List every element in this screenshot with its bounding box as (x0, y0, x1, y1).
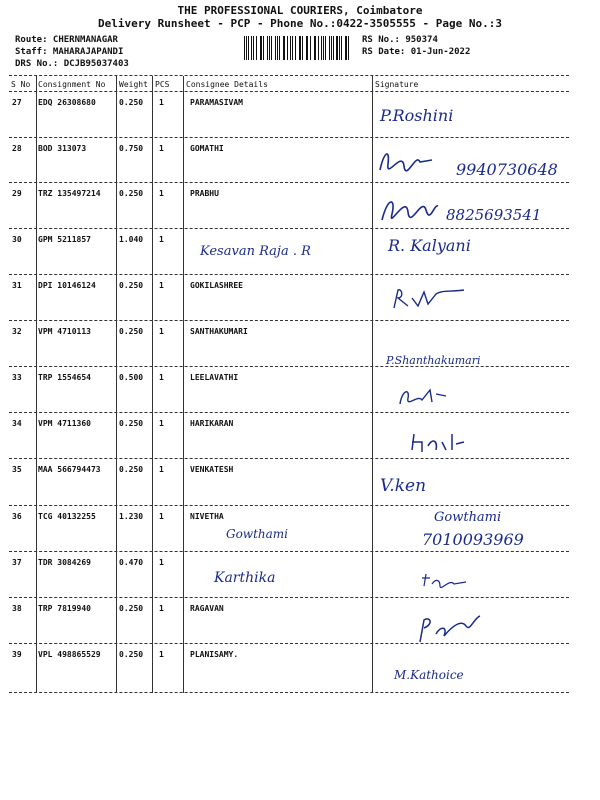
row-separator (9, 137, 569, 138)
barcode-bar (329, 36, 330, 60)
cell-weight: 0.250 (119, 604, 144, 613)
cell-pcs: 1 (159, 558, 164, 567)
handwritten-signature: Gowthami (434, 510, 502, 525)
column-divider (36, 76, 37, 693)
runsheet-subtitle: Delivery Runsheet - PCP - Phone No.:0422-3505555 - Page No.:3 (98, 17, 502, 30)
cell-pcs: 1 (159, 604, 164, 613)
cell-consignee: PARAMASIVAM (190, 98, 243, 107)
staff-label: Staff: MAHARAJAPANDI (15, 47, 124, 57)
barcode-bar (336, 36, 337, 60)
row-separator (9, 412, 569, 413)
cell-consignment: EDQ 26308680 (38, 98, 96, 107)
cell-sno: 35 (12, 465, 22, 474)
barcode-bar (295, 36, 296, 60)
cell-consignment: VPM 4710113 (38, 327, 91, 336)
row-separator (9, 274, 569, 275)
barcode-bar (267, 36, 268, 60)
row-separator (9, 228, 569, 229)
cell-consignee: GOKILASHREE (190, 281, 243, 290)
row-separator (9, 551, 569, 552)
header-bottom-rule (9, 91, 569, 92)
cell-consignee: RAGAVAN (190, 604, 224, 613)
row-separator (9, 182, 569, 183)
cell-sno: 36 (12, 512, 22, 521)
signature-scribble (396, 384, 450, 412)
cell-consignment: TRZ 135497214 (38, 189, 101, 198)
cell-consignee: GOMATHI (190, 144, 224, 153)
barcode-bar (251, 36, 252, 60)
cell-pcs: 1 (159, 465, 164, 474)
barcode-bar (306, 36, 307, 60)
cell-sno: 33 (12, 373, 22, 382)
cell-consignee: HARIKARAN (190, 419, 234, 428)
cell-weight: 0.250 (119, 98, 144, 107)
row-separator (9, 692, 569, 693)
row-separator (9, 643, 569, 644)
cell-sno: 34 (12, 419, 22, 428)
company-title: THE PROFESSIONAL COURIERS, Coimbatore (177, 4, 423, 17)
barcode-bar (263, 36, 264, 60)
cell-weight: 0.250 (119, 327, 144, 336)
barcode-bar (279, 36, 280, 60)
cell-pcs: 1 (159, 144, 164, 153)
cell-sno: 27 (12, 98, 22, 107)
cell-pcs: 1 (159, 235, 164, 244)
handwritten-consignee: Gowthami (226, 527, 289, 541)
col-header-pcs: PCS (155, 80, 170, 89)
cell-weight: 0.250 (119, 189, 144, 198)
handwritten-phone: 9940730648 (456, 160, 558, 179)
cell-consignment: TRP 1554654 (38, 373, 91, 382)
col-header-consignment: Consignment No (38, 80, 106, 89)
barcode-bar (244, 36, 245, 60)
cell-sno: 31 (12, 281, 22, 290)
row-separator (9, 366, 569, 367)
signature-scribble (390, 284, 470, 316)
barcode-bar (287, 36, 288, 60)
barcode-bar (348, 36, 349, 60)
cell-consignee: LEELAVATHI (190, 373, 239, 382)
rs-date-label: RS Date: 01-Jun-2022 (362, 47, 471, 57)
cell-consignment: TCG 40132255 (38, 512, 96, 521)
column-divider (116, 76, 117, 693)
handwritten-signature: P.Roshini (380, 106, 454, 125)
cell-weight: 0.250 (119, 281, 144, 290)
signature-scribble (378, 190, 440, 230)
cell-consignee: NIVETHA (190, 512, 224, 521)
cell-weight: 0.250 (119, 465, 144, 474)
cell-consignee: PRABHU (190, 189, 219, 198)
handwritten-consignee: Karthika (214, 570, 276, 586)
cell-pcs: 1 (159, 650, 164, 659)
cell-pcs: 1 (159, 189, 164, 198)
cell-consignee: VENKATESH (190, 465, 234, 474)
cell-consignment: TDR 3084269 (38, 558, 91, 567)
cell-sno: 39 (12, 650, 22, 659)
col-header-signature: Signature (375, 80, 419, 89)
handwritten-signature: R. Kalyani (388, 236, 471, 255)
cell-weight: 0.250 (119, 650, 144, 659)
cell-pcs: 1 (159, 512, 164, 521)
barcode-image (244, 36, 352, 60)
cell-consignment: TRP 7819940 (38, 604, 91, 613)
barcode-bar (325, 36, 326, 60)
signature-scribble (420, 570, 470, 594)
handwritten-signature: M.Kathoice (394, 668, 464, 682)
cell-sno: 29 (12, 189, 22, 198)
cell-consignee: SANTHAKUMARI (190, 327, 248, 336)
cell-pcs: 1 (159, 373, 164, 382)
cell-consignment: MAA 566794473 (38, 465, 101, 474)
cell-pcs: 1 (159, 327, 164, 336)
handwritten-consignee: Kesavan Raja . R (200, 244, 311, 259)
barcode-bar (310, 36, 311, 60)
barcode-bar (253, 36, 254, 60)
cell-sno: 38 (12, 604, 22, 613)
cell-consignment: VPL 498865529 (38, 650, 101, 659)
cell-weight: 0.750 (119, 144, 144, 153)
route-label: Route: CHERNMANAGAR (15, 35, 118, 45)
cell-consignment: VPM 4711360 (38, 419, 91, 428)
handwritten-phone: 8825693541 (446, 206, 542, 224)
col-header-consignee: Consignee Details (186, 80, 268, 89)
cell-weight: 0.500 (119, 373, 144, 382)
signature-scribble (376, 142, 436, 180)
cell-weight: 0.250 (119, 419, 144, 428)
cell-pcs: 1 (159, 419, 164, 428)
cell-pcs: 1 (159, 281, 164, 290)
cell-weight: 0.470 (119, 558, 144, 567)
barcode-bar (341, 36, 342, 60)
row-separator (9, 458, 569, 459)
column-divider (183, 76, 184, 693)
rs-no-label: RS No.: 950374 (362, 35, 438, 45)
cell-consignment: DPI 10146124 (38, 281, 96, 290)
drs-label: DRS No.: DCJB95037403 (15, 59, 129, 69)
col-header-weight: Weight (119, 80, 148, 89)
column-divider (152, 76, 153, 693)
handwritten-signature: V.ken (380, 476, 427, 496)
cell-sno: 28 (12, 144, 22, 153)
barcode-bar (271, 36, 272, 60)
handwritten-phone: 7010093969 (422, 530, 524, 549)
signature-scribble (414, 612, 484, 650)
cell-consignment: BOD 313073 (38, 144, 87, 153)
row-separator (9, 597, 569, 598)
cell-consignment: GPM 5211857 (38, 235, 91, 244)
handwritten-signature: P.Shanthakumari (386, 354, 481, 367)
row-separator (9, 505, 569, 506)
col-header-sno: S No (11, 80, 31, 89)
cell-sno: 37 (12, 558, 22, 567)
row-separator (9, 320, 569, 321)
cell-sno: 30 (12, 235, 22, 244)
cell-pcs: 1 (159, 98, 164, 107)
cell-sno: 32 (12, 327, 22, 336)
barcode-bar (292, 36, 293, 60)
cell-weight: 1.040 (119, 235, 144, 244)
cell-consignee: PLANISAMY. (190, 650, 239, 659)
signature-scribble (408, 428, 468, 460)
column-divider (372, 76, 373, 693)
barcode-bar (318, 36, 319, 60)
cell-weight: 1.230 (119, 512, 144, 521)
